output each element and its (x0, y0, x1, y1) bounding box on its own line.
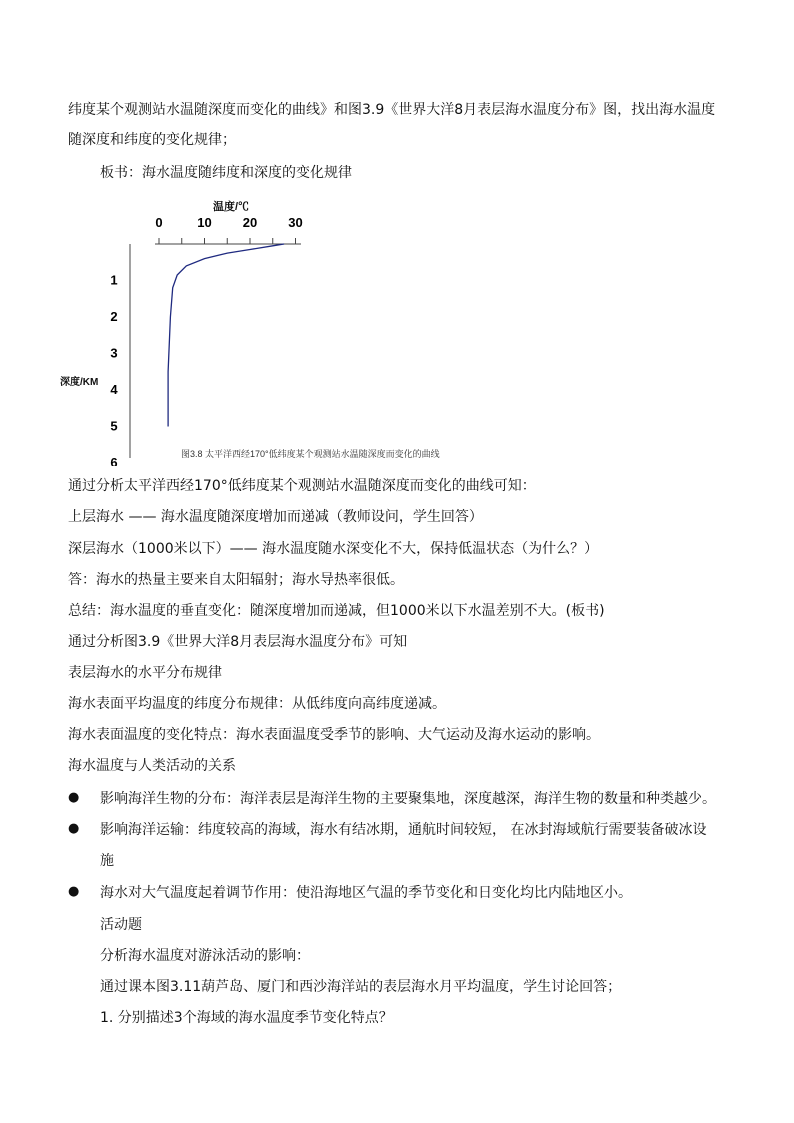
body-p2: 上层海水 —— 海水温度随深度增加而递减（教师设问，学生回答） (68, 509, 483, 525)
bullet-marker: ● (68, 821, 80, 836)
x-tick-marks (159, 238, 296, 244)
bullet-3-text: 海水对大气温度起着调节作用：使沿海地区气温的季节变化和日变化均比内陆地区小。 (100, 885, 632, 901)
chart-caption: 图3.8 太平洋西经170°低纬度某个观测站水温随深度而变化的曲线 (181, 449, 440, 459)
x-tick-label: 30 (288, 215, 303, 230)
y-tick-label: 1 (110, 272, 118, 288)
y-axis-label: 深度/KM (60, 377, 99, 388)
bullet-1-text: 影响海洋生物的分布：海洋表层是海洋生物的主要聚集地，深度越深，海洋生物的数量和种类越少。 (100, 791, 716, 807)
x-tick-labels (155, 215, 302, 230)
y-tick-label: 4 (110, 382, 118, 397)
body-p1: 通过分析太平洋西经170°低纬度某个观测站水温随深度而变化的曲线可知： (68, 478, 536, 494)
activity-prompt: 通过课本图3.11葫芦岛、厦门和西沙海洋站的表层海水月平均温度，学生讨论回答； (100, 979, 622, 995)
body-p10: 海水温度与人类活动的关系 (68, 758, 236, 774)
body-p7: 表层海水的水平分布规律 (68, 665, 222, 681)
temperature-depth-chart (56, 196, 496, 466)
y-tick-label: 6 (110, 455, 118, 466)
bullet-2-text: 影响海洋运输：纬度较高的海域，海水有结冰期，通航时间较短， 在冰封海域航行需要装备破冰设 (100, 822, 707, 838)
intro-line-2: 随深度和纬度的变化规律； (68, 132, 236, 148)
body-p5: 总结：海水温度的垂直变化：随深度增加而递减，但1000米以下水温差别不大。(板书) (68, 603, 605, 619)
activity-title: 活动题 (100, 917, 142, 933)
bullet-marker: ● (68, 884, 80, 899)
bullet-2-continuation: 施 (100, 853, 114, 869)
body-p3: 深层海水（1000米以下）—— 海水温度随水深变化不大，保持低温状态（为什么？） (68, 541, 599, 557)
body-p9: 海水表面温度的变化特点：海水表面温度受季节的影响、大气运动及海水运动的影响。 (68, 727, 600, 743)
y-tick-label: 5 (110, 418, 118, 434)
y-tick-labels (110, 273, 118, 467)
body-p4: 答：海水的热量主要来自太阳辐射；海水导热率很低。 (68, 572, 404, 588)
activity-question: 分析海水温度对游泳活动的影响： (100, 948, 310, 964)
x-tick-label: 0 (155, 215, 163, 230)
bullet-marker: ● (68, 790, 80, 805)
activity-item-1: 1. 分别描述3个海域的海水温度季节变化特点？ (100, 1010, 393, 1026)
intro-line-1: 纬度某个观测站水温随深度而变化的曲线》和图3.9《世界大洋8月表层海水温度分布》图，找出海水温度 (68, 102, 716, 118)
temperature-curve (168, 244, 284, 427)
x-tick-label: 10 (197, 215, 212, 230)
body-p8: 海水表面平均温度的纬度分布规律：从低纬度向高纬度递减。 (68, 696, 446, 712)
y-tick-label: 3 (110, 345, 118, 361)
x-axis-label: 温度/℃ (213, 201, 250, 213)
x-tick-label: 20 (242, 215, 258, 230)
y-tick-label: 2 (110, 309, 118, 324)
board-note: 板书：海水温度随纬度和深度的变化规律 (100, 165, 352, 181)
body-p6: 通过分析图3.9《世界大洋8月表层海水温度分布》可知 (68, 634, 408, 650)
